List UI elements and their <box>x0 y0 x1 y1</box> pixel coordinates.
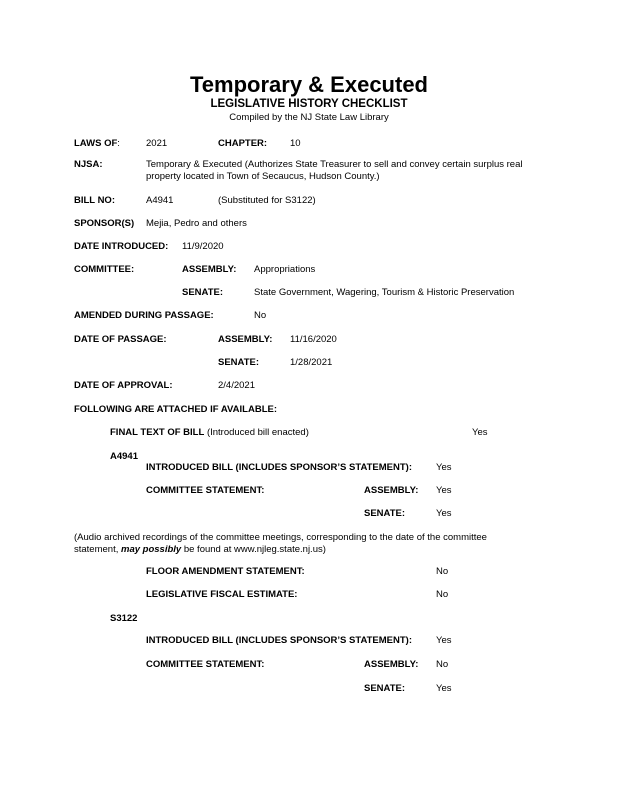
s3122-assembly-label: ASSEMBLY: <box>364 659 419 670</box>
audio-note-line1: (Audio archived recordings of the committee meetings, corresponding to the date of the committee <box>74 532 487 543</box>
floor-amendment-value: No <box>436 566 449 577</box>
laws-of-colon: : <box>117 138 120 149</box>
bill-no-note: (Substituted for S3122) <box>218 195 316 206</box>
date-of-approval-label: DATE OF APPROVAL: <box>74 380 173 391</box>
passage-assembly-value: 11/16/2020 <box>290 334 337 345</box>
committee-assembly-label: ASSEMBLY: <box>182 264 237 275</box>
s3122-assembly-value: No <box>436 659 449 670</box>
audio-note-emphasis: may possibly <box>121 544 182 555</box>
s3122-introduced-value: Yes <box>436 635 452 646</box>
audio-note-pre: statement, <box>74 544 121 555</box>
a4941-introduced-value: Yes <box>436 462 452 473</box>
page-subtitle: LEGISLATIVE HISTORY CHECKLIST <box>210 98 408 110</box>
a4941-assembly-value: Yes <box>436 485 452 496</box>
laws-of-label: LAWS OF <box>74 138 118 149</box>
sponsors-label: SPONSOR(S) <box>74 218 135 229</box>
page-title: Temporary & Executed <box>189 72 428 97</box>
chapter-value: 10 <box>290 138 301 149</box>
audio-note-line2 <box>74 544 326 556</box>
audio-note-post: be found at www.njleg.state.nj.us) <box>181 544 326 555</box>
njsa-value-line2: property located in Town of Secaucus, Hudson County.) <box>146 171 380 182</box>
a4941-introduced-label: INTRODUCED BILL (INCLUDES SPONSOR’S STATEMENT): <box>146 462 412 473</box>
date-introduced-label: DATE INTRODUCED: <box>74 241 169 252</box>
final-text-note: (Introduced bill enacted) <box>206 427 309 438</box>
fiscal-estimate-value: No <box>436 589 449 600</box>
compiled-by: Compiled by the NJ State Law Library <box>229 112 389 123</box>
passage-senate-value: 1/28/2021 <box>290 357 333 368</box>
a4941-senate-value: Yes <box>436 508 452 519</box>
amended-label: AMENDED DURING PASSAGE: <box>74 310 214 321</box>
laws-of-label-wrap <box>74 138 120 150</box>
a4941-committee-label: COMMITTEE STATEMENT: <box>146 485 265 496</box>
committee-senate-label: SENATE: <box>182 287 223 298</box>
final-text-row <box>110 427 309 439</box>
s3122-committee-label: COMMITTEE STATEMENT: <box>146 659 265 670</box>
bill-no-label: BILL NO: <box>74 195 115 206</box>
s3122-senate-label: SENATE: <box>364 683 405 694</box>
final-text-value: Yes <box>472 427 488 438</box>
committee-assembly-value: Appropriations <box>254 264 316 275</box>
passage-senate-label: SENATE: <box>218 357 259 368</box>
laws-of-value: 2021 <box>146 138 168 149</box>
a4941-bill-label: A4941 <box>110 451 138 462</box>
chapter-label: CHAPTER: <box>218 138 268 149</box>
attached-heading: FOLLOWING ARE ATTACHED IF AVAILABLE: <box>74 404 277 415</box>
date-of-passage-label: DATE OF PASSAGE: <box>74 334 167 345</box>
passage-assembly-label: ASSEMBLY: <box>218 334 273 345</box>
s3122-bill-label: S3122 <box>110 613 138 624</box>
a4941-senate-label: SENATE: <box>364 508 405 519</box>
njsa-value-line1: Temporary & Executed (Authorizes State Treasurer to sell and convey certain surplus real <box>146 159 523 170</box>
date-of-approval-value: 2/4/2021 <box>218 380 255 391</box>
fiscal-estimate-label: LEGISLATIVE FISCAL ESTIMATE: <box>146 589 298 600</box>
date-introduced-value: 11/9/2020 <box>182 241 224 252</box>
s3122-introduced-label: INTRODUCED BILL (INCLUDES SPONSOR’S STATEMENT): <box>146 635 412 646</box>
bill-no-value: A4941 <box>146 195 174 206</box>
njsa-label: NJSA: <box>74 159 103 170</box>
s3122-senate-value: Yes <box>436 683 452 694</box>
a4941-assembly-label: ASSEMBLY: <box>364 485 419 496</box>
sponsors-value: Mejia, Pedro and others <box>146 218 247 229</box>
floor-amendment-label: FLOOR AMENDMENT STATEMENT: <box>146 566 305 577</box>
committee-senate-value: State Government, Wagering, Tourism & Historic Preservation <box>254 287 515 298</box>
final-text-label: FINAL TEXT OF BILL <box>110 427 205 438</box>
amended-value: No <box>254 310 267 321</box>
committee-label: COMMITTEE: <box>74 264 135 275</box>
